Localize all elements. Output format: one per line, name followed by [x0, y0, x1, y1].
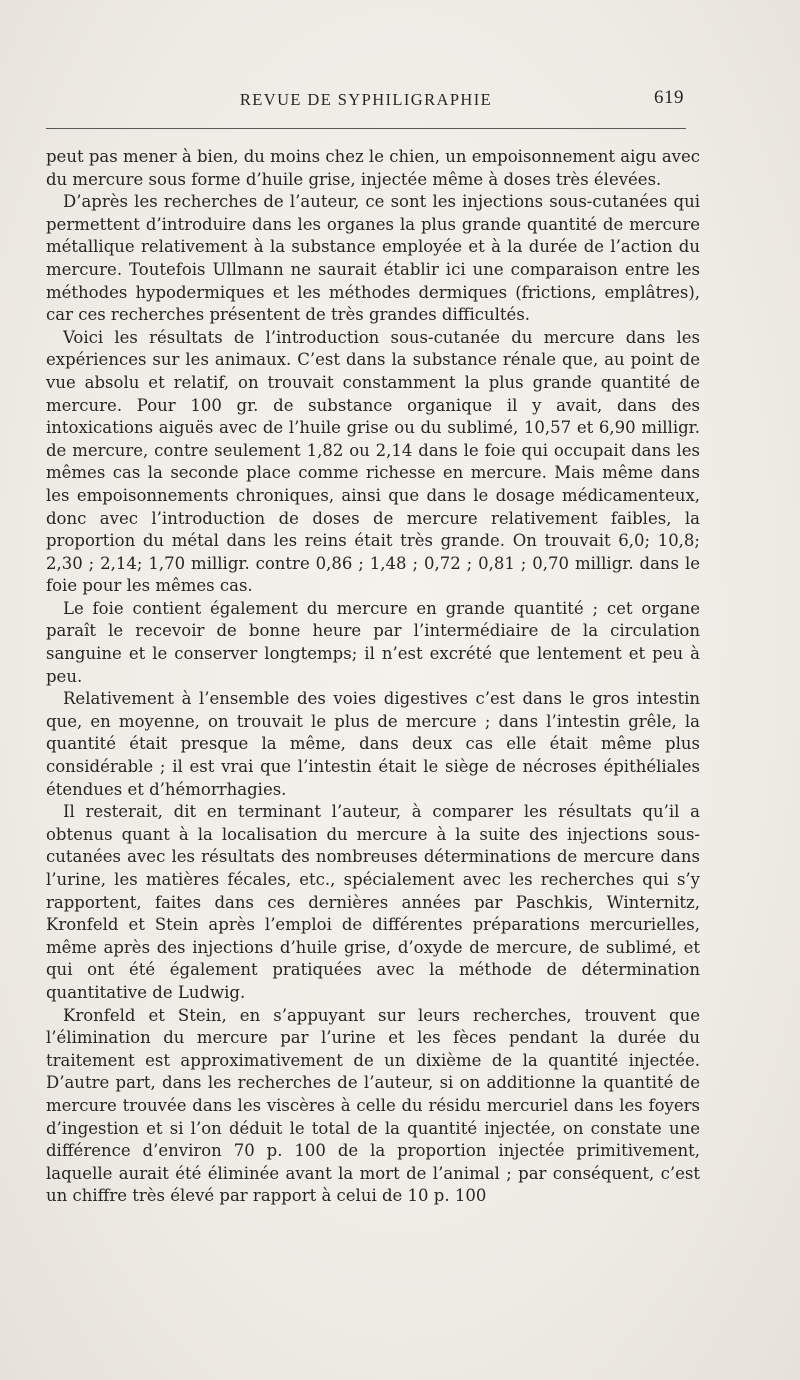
header-rule: [46, 128, 686, 129]
page-header: [46, 86, 686, 114]
paragraph-2: D’après les recherches de l’auteur, ce sont les injections sous-cutanées qui permettent d’introduire dans les organes la plus grande quantité de mercure métallique relativement à la substance employée et à la durée de l’action du mercure. Toutefois Ullmann ne saurait établir ici une comparaison entre les méthodes hypodermiques et les méthodes dermiques (frictions, emplâtres), car ces recherches présentent de très grandes difficultés.: [46, 192, 700, 325]
body-text: [46, 146, 700, 1208]
paragraph-3: Voici les résultats de l’introduction sous-cutanée du mercure dans les expériences sur les animaux. C’est dans la substance rénale que, au point de vue absolu et relatif, on trouvait constamment la plus grande quantité de mercure. Pour 100 gr. de substance organique il y avait, dans des intoxications aiguës avec de l’huile grise ou du sublimé, 10,57 et 6,90 milligr. de mercure, contre seulement 1,82 ou 2,14 dans le foie qui occupait dans les mêmes cas la seconde place comme richesse en mercure. Mais même dans les empoisonnements chroniques, ainsi que dans le dosage médicamenteux, donc avec l’introduction de doses de mercure relativement faibles, la proportion du métal dans les reins était très grande. On trouvait 6,0; 10,8; 2,30 ; 2,14; 1,70 milligr. contre 0,86 ; 1,48 ; 0,72 ; 0,81 ; 0,70 milligr. dans le foie pour les mêmes cas.: [46, 327, 700, 596]
paragraph-5: Relativement à l’ensemble des voies digestives c’est dans le gros intestin que, en moyenne, on trouvait le plus de mercure ; dans l’intestin grêle, la quantité était presque la même, dans deux cas elle était même plus considérable ; il est vrai que l’intestin était le siège de nécroses épithéliales étendues et d’hémorrhagies.: [46, 689, 700, 799]
paragraph-1: peut pas mener à bien, du moins chez le chien, un empoisonnement aigu avec du mercure sous forme d’huile grise, injectée même à doses très élevées.: [46, 147, 700, 189]
paragraph-7: Kronfeld et Stein, en s’appuyant sur leurs recherches, trouvent que l’élimination du mercure par l’urine et les fèces pendant la durée du traitement est approximativement de un dixième de la quantité injectée. D’autre part, dans les recherches de l’auteur, si on additionne la quantité de mercure trouvée dans les viscères à celle du résidu mercuriel dans les foyers d’ingestion et si l’on déduit le total de la quantité injectée, on constate une différence d’environ 70 p. 100 de la proportion injectée primitivement, laquelle aurait été éliminée avant la mort de l’animal ; par conséquent, c’est un chiffre très élevé par rapport à celui de 10 p. 100: [46, 1005, 700, 1206]
paragraph-4: Le foie contient également du mercure en grande quantité ; cet organe paraît le recevoir de bonne heure par l’intermédiaire de la circulation sanguine et le conserver longtemps; il n’est excrété que lentement et peu à peu.: [46, 598, 700, 686]
page-number: 619: [654, 87, 684, 108]
running-title: REVUE DE SYPHILIGRAPHIE: [239, 90, 493, 109]
paragraph-6: Il resterait, dit en terminant l’auteur, à comparer les résultats qu’il a obtenus quant à la localisation du mercure à la suite des injections sous-cutanées avec les résultats des nombreuses déterminations de mercure dans l’urine, les matières fécales, etc., spécialement avec les recherches qui s’y rapportent, faites dans ces dernières années par Paschkis, Winternitz, Kronfeld et Stein après l’emploi de différentes préparations mercurielles, même après des injections d’huile grise, d’oxyde de mercure, de sublimé, et qui ont été également pratiquées avec la méthode de détermination quantitative de Ludwig.: [46, 802, 700, 1002]
